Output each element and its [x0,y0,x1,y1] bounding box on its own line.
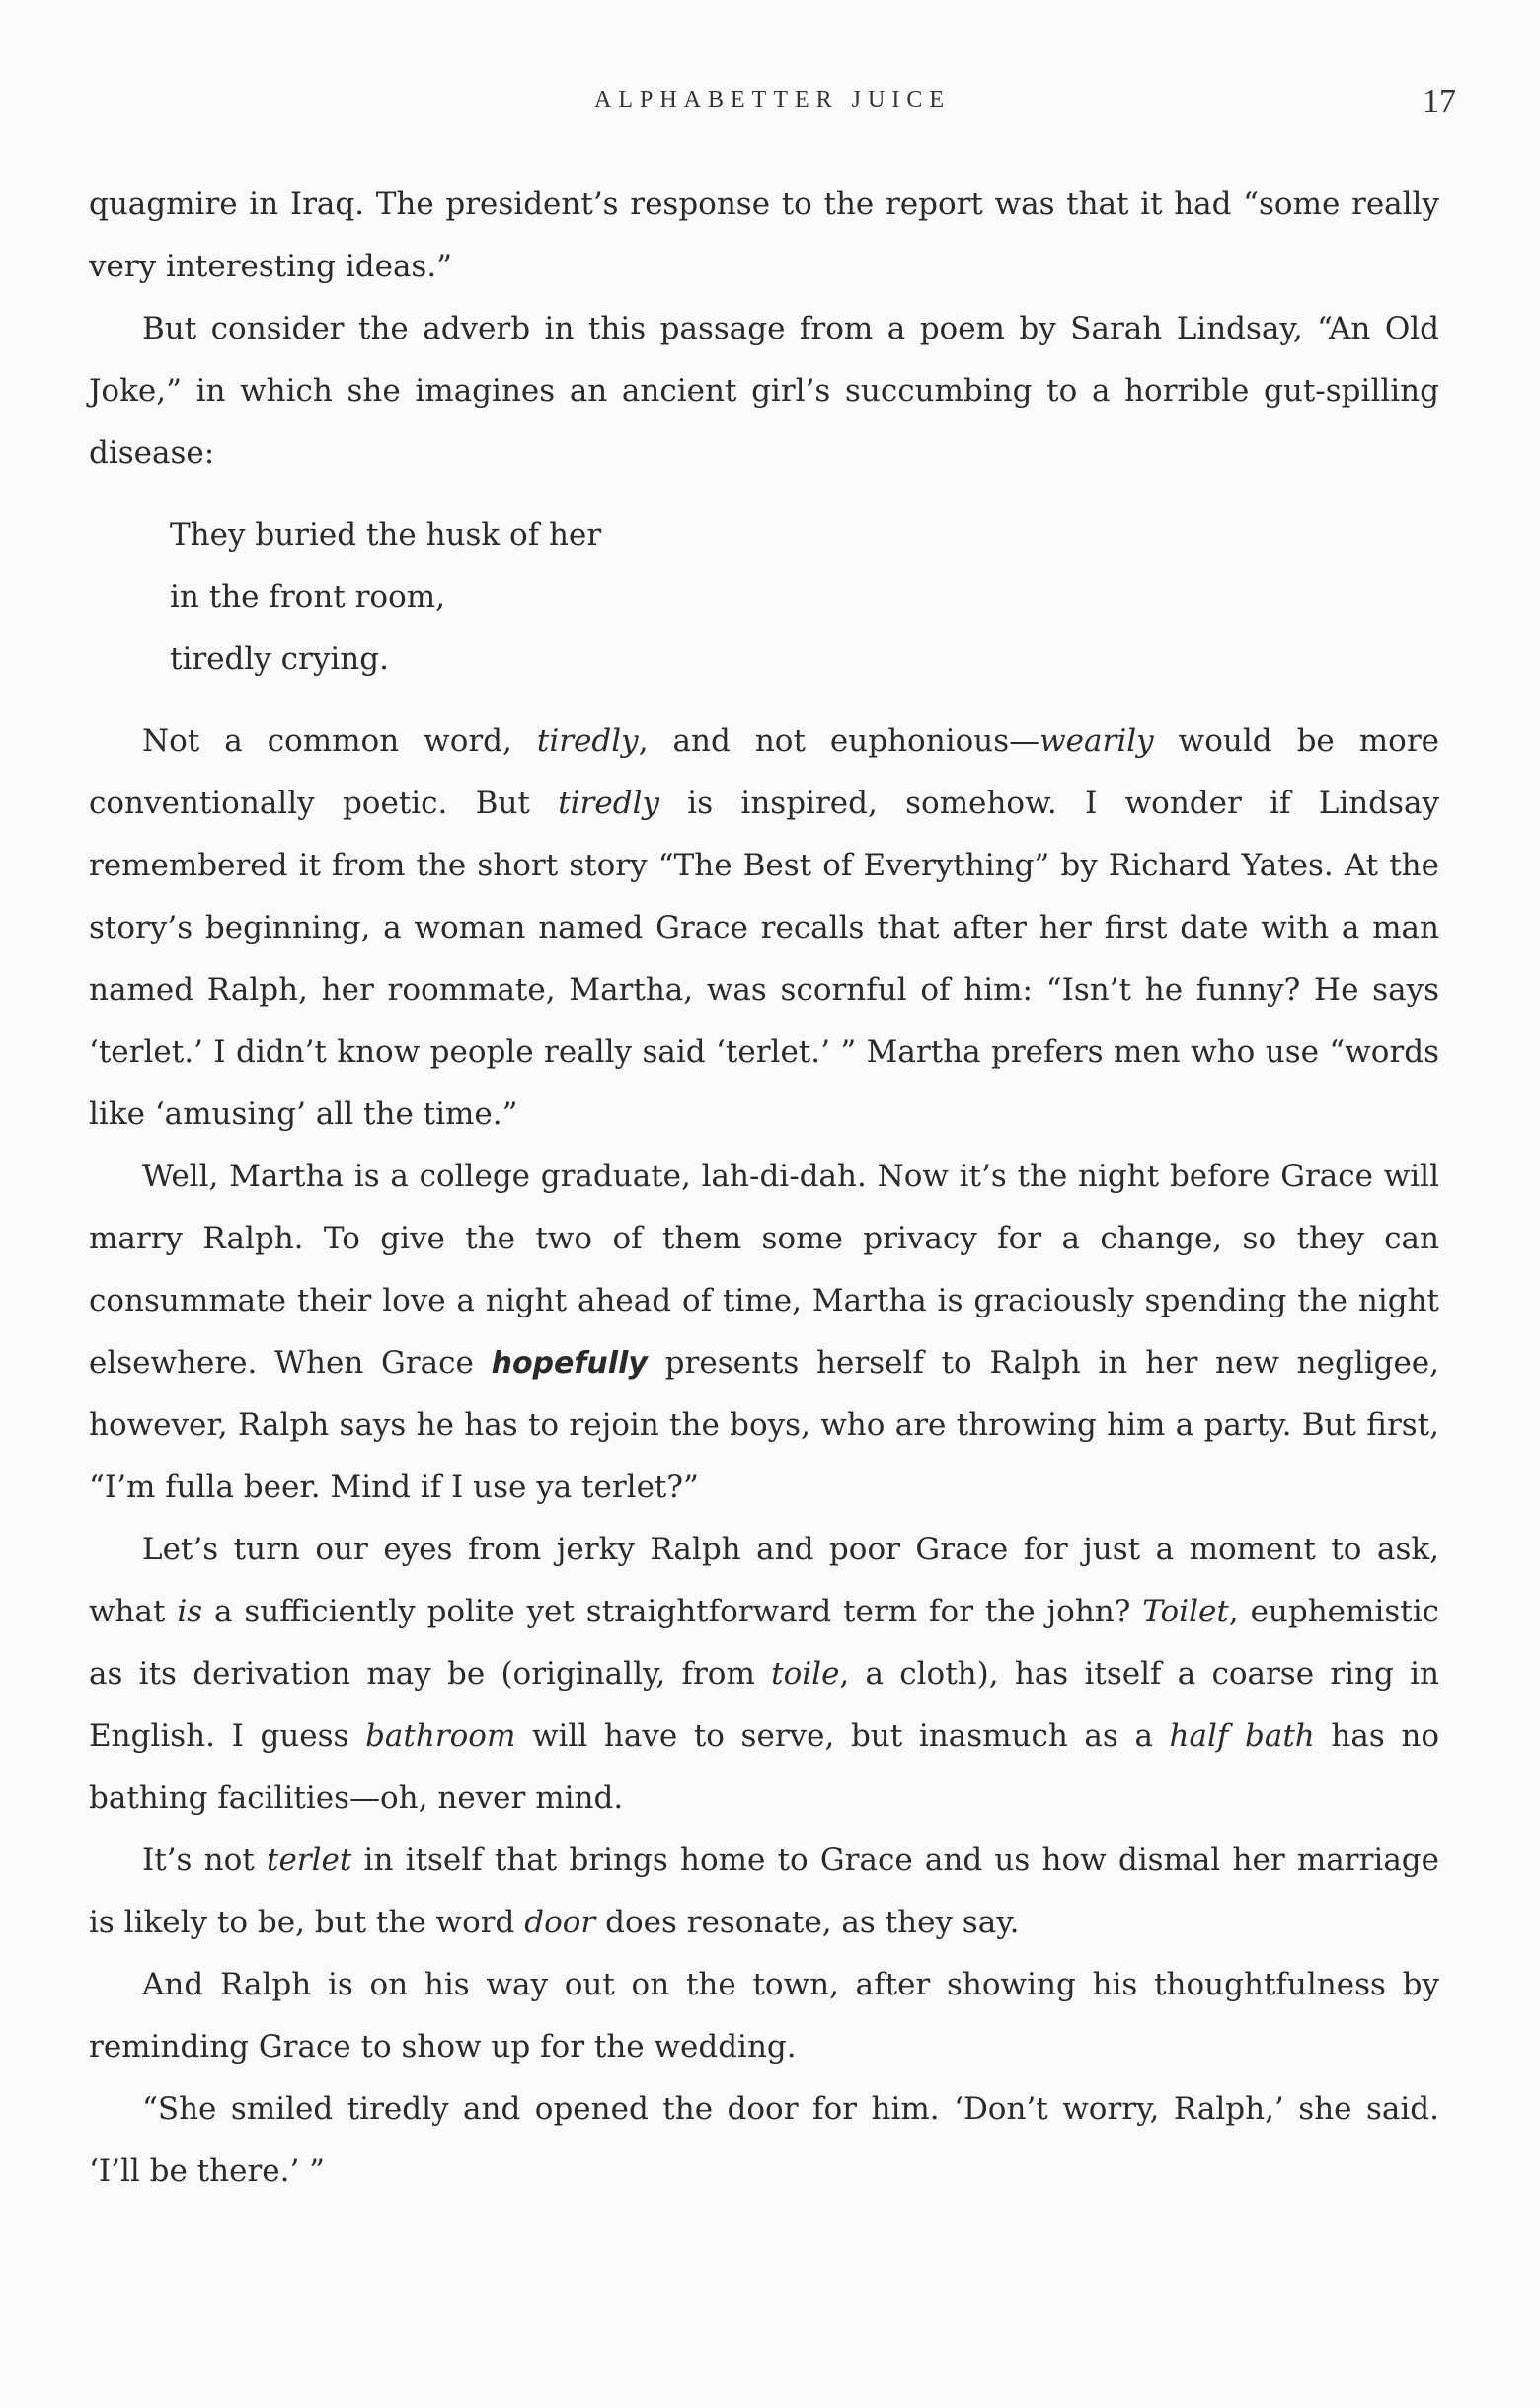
text-run: , a cloth), has itself a coarse ring in English. I guess [89,1656,1439,1754]
text-run: presents herself to Ralph in her new negligee, however, Ralph says he has to rejoin the boys, who are throwing him a party. But first, “I’m fulla beer. Mind if I use ya terlet?” [89,1345,1440,1505]
text-run: a sufficiently polite yet straightforward term for the john? [202,1594,1143,1629]
body-text [89,174,1439,2203]
text-run: is inspired, somehow. I wonder if Lindsay remembered it from the short story “The Best of Everything” by Richard Yates. At the story’s beginning, a woman named Grace recalls that after her first date with a man named Ralph, her roommate, Martha, was scornful of him: “Isn’t he funny? He says ‘terlet.’ I didn’t know people really said ‘terlet.’ ” Martha prefers men who use “words like ‘amusing’ all the time.” [89,786,1439,1132]
poem-line-1: They buried the husk of her [170,517,602,553]
text-run: , euphemistic as its derivation may be (originally, from [89,1594,1439,1692]
paragraph-5 [89,1519,1439,1830]
text-run: will have to serve, but inasmuch as a [515,1718,1170,1754]
italic-word: bathroom [365,1718,516,1754]
italic-word: tiredly [536,723,639,759]
paragraph-4 [89,1146,1439,1519]
paragraph-2-text: But consider the adverb in this passage from a poem by Sarah Lindsay, “An Old Joke,” in which she imagines an ancient girl’s succumbing to a horrible gut-spilling disease: [89,311,1439,471]
italic-word: toile [771,1656,840,1692]
paragraph-3 [89,711,1439,1146]
paragraph-7 [89,1954,1439,2078]
italic-word: Toilet [1142,1594,1229,1629]
running-title: ALPHABETTER JUICE [594,87,951,113]
text-run: , and not euphonious— [638,723,1040,759]
text-run: would be more conventionally poetic. But [89,723,1440,821]
italic-word: wearily [1040,723,1154,759]
bold-italic-word: hopefully [491,1346,648,1381]
text-run: It’s not [142,1843,267,1878]
paragraph-8-text: “She smiled tiredly and opened the door for him. ‘Don’t worry, Ralph,’ she said. ‘I’ll be there.’ ” [89,2091,1439,2189]
text-run: in itself that brings home to Grace and us how dismal her marriage is likely to be, but the word [89,1843,1439,1940]
italic-word: terlet [267,1843,352,1878]
paragraph-7-text: And Ralph is on his way out on the town, after showing his thoughtfulness by reminding Grace to show up for the wedding. [89,1967,1439,2065]
text-run: Well, Martha is a college graduate, lah-di-dah. Now it’s the night before Grace will marry Ralph. To give the two of them some privacy for a change, so they can consummate their love a night ahead of time, Martha is graciously spending the night elsewhere. When Grace [89,1159,1439,1381]
running-head [89,83,1456,122]
text-run: does resonate, as they say. [595,1905,1020,1940]
italic-word: tiredly [558,786,659,821]
text-run: Not a common word, [142,723,537,759]
paragraph-8 [89,2078,1439,2203]
text-run: has no bathing facilities—oh, never mind. [89,1718,1439,1816]
poem-line-3: tiredly crying. [170,641,389,677]
paragraph-1-text: quagmire in Iraq. The president’s response to the report was that it had “some really very interesting ideas.” [89,187,1439,284]
page-number: 17 [1423,83,1456,119]
paragraph-2 [89,298,1439,485]
italic-word: is [177,1594,203,1629]
text-run: Let’s turn our eyes from jerky Ralph and poor Grace for just a moment to ask, what [89,1532,1439,1629]
paragraph-1 [89,174,1439,298]
poem-line-2: in the front room, [170,579,445,615]
poem-excerpt [170,504,1439,691]
italic-word: half bath [1169,1718,1315,1754]
italic-word: door [524,1905,596,1940]
paragraph-6 [89,1830,1439,1954]
